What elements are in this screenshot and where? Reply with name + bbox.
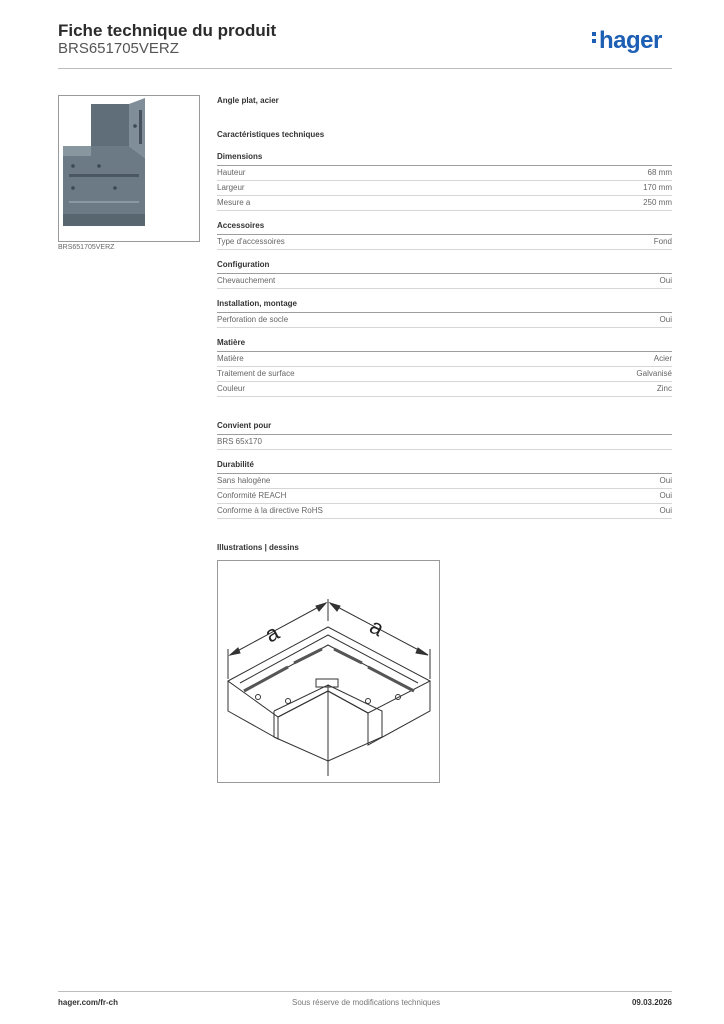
group-dimensions <box>217 152 672 211</box>
spec-label: Sans halogène <box>217 476 271 485</box>
group-title: Installation, montage <box>217 299 672 313</box>
header-divider <box>58 68 672 69</box>
spec-value: Oui <box>659 506 672 515</box>
product-photo <box>58 95 200 242</box>
spec-row <box>217 181 672 196</box>
footer-divider <box>58 991 672 992</box>
spec-row <box>217 435 672 450</box>
spec-row <box>217 196 672 211</box>
group-installation <box>217 299 672 328</box>
spec-label: Couleur <box>217 384 246 393</box>
spec-label: Hauteur <box>217 168 246 177</box>
group-title: Durabilité <box>217 460 672 474</box>
group-configuration <box>217 260 672 289</box>
group-accessoires <box>217 221 672 250</box>
group-title: Convient pour <box>217 421 672 435</box>
spec-label: Mesure a <box>217 198 251 207</box>
specs-heading: Caractéristiques techniques <box>217 130 325 139</box>
technical-specs <box>217 96 672 555</box>
spec-row <box>217 352 672 367</box>
group-convient-pour <box>217 421 672 450</box>
spec-label: Type d'accessoires <box>217 237 285 246</box>
spec-value: Oui <box>659 315 672 324</box>
spec-label: Conforme à la directive RoHS <box>217 506 323 515</box>
photo-caption: BRS651705VERZ <box>58 244 115 251</box>
group-durabilite <box>217 460 672 519</box>
angle-product-image <box>59 96 199 241</box>
spec-value: 170 mm <box>643 183 672 192</box>
angle-dimension-drawing <box>218 561 439 782</box>
spec-value: Oui <box>659 476 672 485</box>
spec-value: Zinc <box>656 384 672 393</box>
spec-label: BRS 65x170 <box>217 437 262 446</box>
spec-value: Oui <box>659 491 672 500</box>
spec-value: 68 mm <box>647 168 672 177</box>
spec-value: 250 mm <box>643 198 672 207</box>
spec-value: Acier <box>653 354 672 363</box>
product-name: Angle plat, acier <box>217 96 279 105</box>
logo-dots-icon <box>592 29 597 46</box>
spec-label: Perforation de socle <box>217 315 289 324</box>
spec-row <box>217 382 672 397</box>
spec-row <box>217 474 672 489</box>
footer-date: 09.03.2026 <box>631 998 672 1007</box>
spec-row <box>217 489 672 504</box>
group-title: Dimensions <box>217 152 672 166</box>
group-title: Configuration <box>217 260 672 274</box>
spec-label: Conformité REACH <box>217 491 287 500</box>
footer-notice: Sous réserve de modifications techniques <box>292 998 441 1007</box>
footer-website: hager.com/fr-ch <box>58 998 119 1007</box>
group-title: Matière <box>217 338 672 352</box>
spec-value: Oui <box>659 276 672 285</box>
spec-value: Galvanisé <box>636 369 672 378</box>
spec-row <box>217 504 672 519</box>
spec-label: Chevauchement <box>217 276 276 285</box>
spec-row <box>217 274 672 289</box>
spec-row <box>217 367 672 382</box>
dimension-label-a-right: a <box>365 613 389 642</box>
spec-row <box>217 235 672 250</box>
product-code: BRS651705VERZ <box>58 40 179 57</box>
page-title: Fiche technique du produit <box>58 21 277 40</box>
hager-logo <box>592 27 662 55</box>
spec-row <box>217 313 672 328</box>
illustrations-title: Illustrations | dessins <box>217 543 299 552</box>
spec-label: Traitement de surface <box>217 369 295 378</box>
group-matiere <box>217 338 672 397</box>
spec-row <box>217 166 672 181</box>
logo-text: hager <box>599 27 662 54</box>
group-title: Accessoires <box>217 221 672 235</box>
dimension-label-a-left: a <box>260 619 284 648</box>
spec-label: Largeur <box>217 183 245 192</box>
spec-value: Fond <box>653 237 672 246</box>
spec-label: Matière <box>217 354 244 363</box>
technical-drawing <box>217 560 440 783</box>
